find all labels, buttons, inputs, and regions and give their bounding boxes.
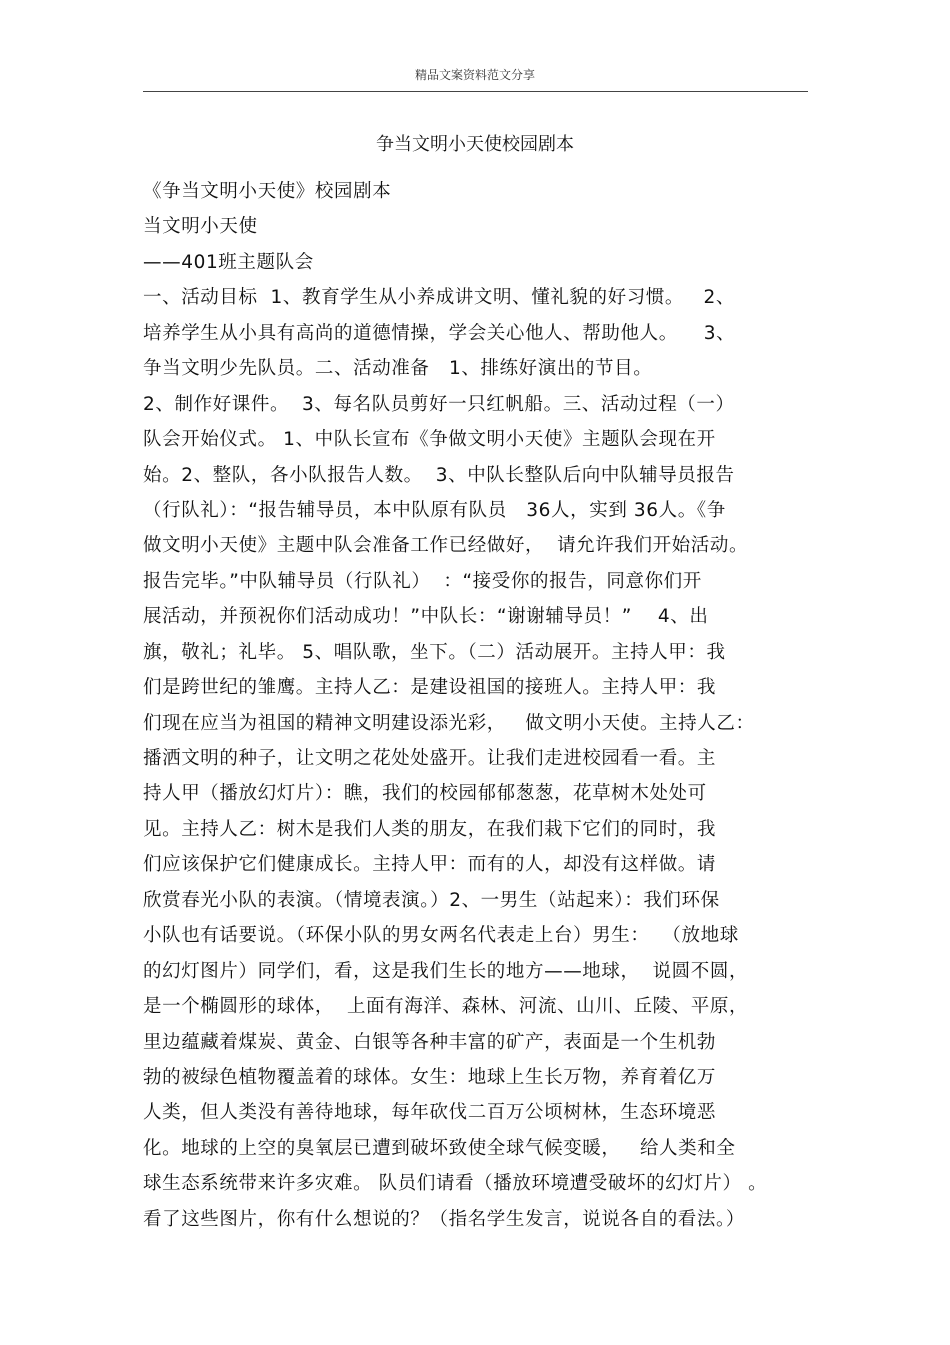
body-line: 2、制作好课件。 3、每名队员剪好一只红帆船。三、活动过程（一） — [143, 393, 735, 415]
body-line: 是一个椭圆形的球体， 上面有海洋、森林、河流、山川、丘陵、平原， — [143, 996, 749, 1018]
body-line: 见。主持人乙：树木是我们人类的朋友，在我们栽下它们的同时，我 — [143, 818, 717, 840]
body-line: （行队礼）：“报告辅导员，本中队原有队员 36人，实到 36人。《争 — [143, 499, 726, 521]
body-line: 始。2、整队，各小队报告人数。 3、中队长整队后向中队辅导员报告 — [143, 464, 735, 486]
body-line: 勃的被绿色植物覆盖着的球体。女生：地球上生长万物，养育着亿万 — [143, 1066, 717, 1088]
body-line: 旗，敬礼；礼毕。 5、唱队歌，坐下。（二）活动展开。主持人甲：我 — [143, 641, 726, 663]
body-line: 培养学生从小具有高尚的道德情操，学会关心他人、帮助他人。 3、 — [143, 322, 736, 344]
body-line: 展活动，并预祝你们活动成功！”中队长：“谢谢辅导员！” 4、出 — [143, 606, 709, 628]
document-body — [143, 174, 767, 1237]
body-line: 播洒文明的种子，让文明之花处处盛开。让我们走进校园看一看。主 — [143, 748, 717, 769]
body-line: 看了这些图片，你有什么想说的？（指名学生发言，说说各自的看法。） — [143, 1208, 745, 1230]
body-line: 小队也有话要说。（环保小队的男女两名代表走上台）男生： （放地球 — [143, 925, 739, 947]
body-line: 化。地球的上空的臭氧层已遭到破坏致使全球气候变暖， 给人类和全 — [143, 1137, 736, 1159]
body-line: 做文明小天使》主题中队会准备工作已经做好， 请允许我们开始活动。 — [143, 535, 749, 557]
body-line: 球生态系统带来许多灾难。 队员们请看（播放环境遭受破坏的幻灯片） 。 — [143, 1173, 768, 1195]
body-line: 持人甲（播放幻灯片）：瞧，我们的校园郁郁葱葱，花草树木处处可 — [143, 783, 707, 805]
body-line: 《争当文明小天使》校园剧本 — [143, 181, 392, 202]
document-title: 争当文明小天使校园剧本 — [376, 134, 574, 155]
body-line: 报告完毕。”中队辅导员（行队礼） ：“接受你的报告，同意你们开 — [143, 570, 702, 592]
body-line: 们应该保护它们健康成长。主持人甲：而有的人，却没有这样做。请 — [143, 854, 717, 876]
body-line: 争当文明少先队员。二、活动准备 1、排练好演出的节目。 — [143, 358, 653, 380]
body-line: 欣赏春光小队的表演。（情境表演。）2、一男生（站起来）：我们环保 — [143, 889, 720, 911]
body-line: 里边蕴藏着煤炭、黄金、白银等各种丰富的矿产，表面是一个生机勃 — [143, 1031, 717, 1053]
body-line: 的幻灯图片）同学们，看，这是我们生长的地方——地球， 说圆不圆， — [143, 960, 749, 982]
body-line: 一、活动目标 1、教育学生从小养成讲文明、懂礼貌的好习惯。 2、 — [143, 287, 735, 309]
body-line: 人类，但人类没有善待地球，每年砍伐二百万公顷树林，生态环境恶 — [143, 1102, 717, 1124]
body-line: 队会开始仪式。 1、中队长宣布《争做文明小天使》主题队会现在开 — [143, 429, 716, 451]
body-line: 当文明小天使 — [143, 216, 258, 238]
body-line: 们是跨世纪的雏鹰。主持人乙：是建设祖国的接班人。主持人甲：我 — [143, 677, 717, 699]
header-rule — [143, 91, 808, 92]
body-line: 们现在应当为祖国的精神文明建设添光彩， 做文明小天使。主持人乙： — [143, 712, 755, 734]
body-line: ——401班主题队会 — [143, 251, 314, 273]
page-header: 精品文案资料范文分享 — [414, 68, 535, 82]
